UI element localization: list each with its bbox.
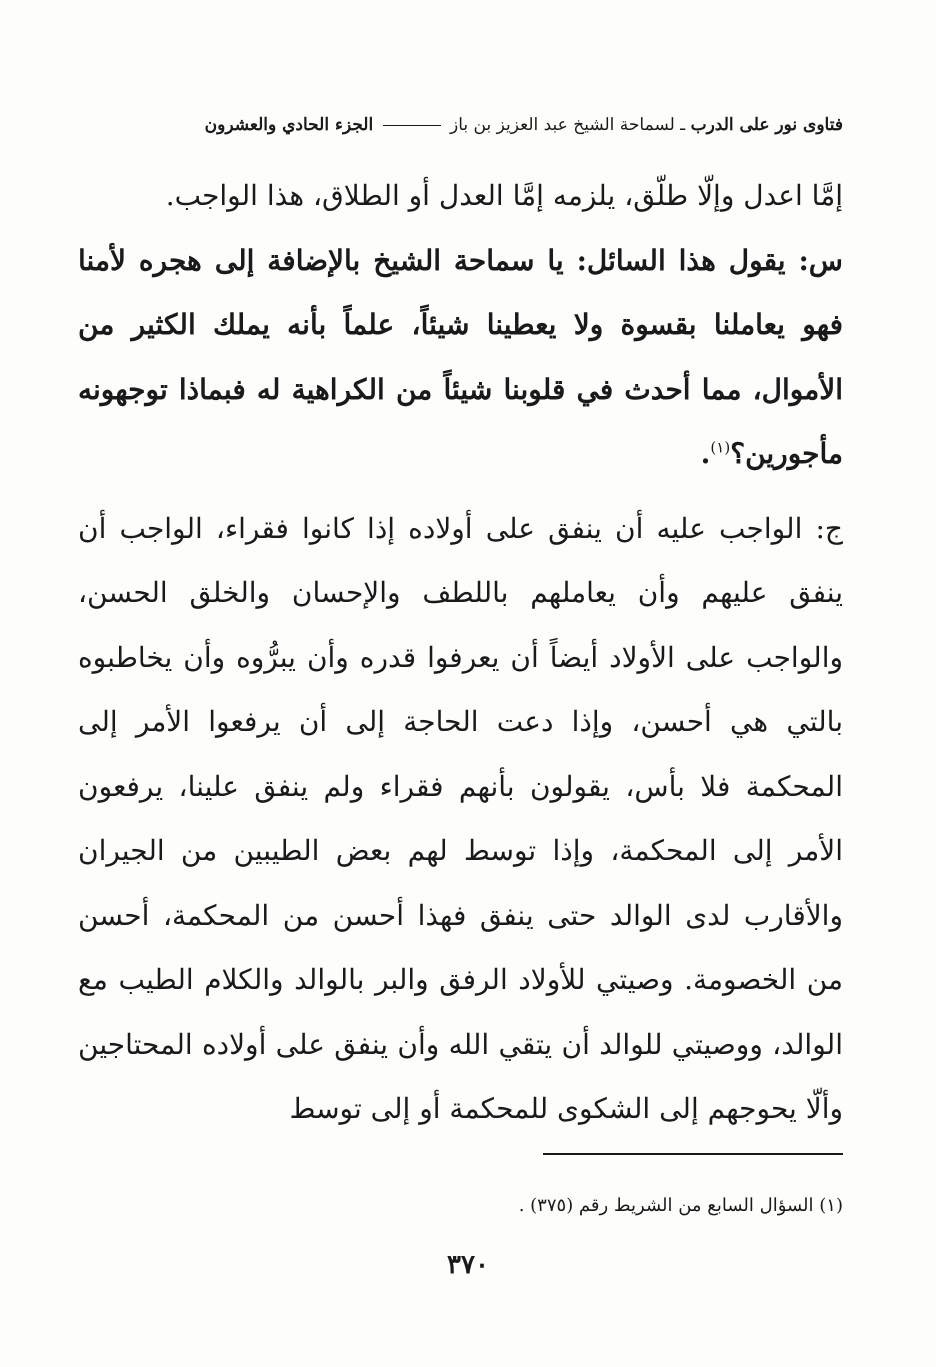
footnote: (١) السؤال السابع من الشريط رقم (٣٧٥) .: [518, 1195, 843, 1216]
answer-paragraph: ج: الواجب عليه أن ينفق على أولاده إذا كانوا فقراء، الواجب أن ينفق عليهم وأن يعاملهم باللطف والإحسان والخلق الحسن، والواجب على الأولاد أيضاً أن يعرفوا قدره وأن يبرُّوه وأن يخاطبوه بالتي هي أحسن، وإذا دعت الحاجة إلى أن يرفعوا الأمر إلى المحكمة فلا بأس، يقولون بأنهم فقراء ولم ينفق علينا، يرفعون الأمر إلى المحكمة، وإذا توسط لهم بعض الطيبين من الجيران والأقارب لدى الوالد حتى ينفق فهذا أحسن من المحكمة، أحسن من الخصومة. وصيتي للأولاد الرفق والبر بالوالد والكلام الطيب مع الوالد، ووصيتي للوالد أن يتقي الله وأن ينفق على أولاده المحتاجين وألّا يحوجهم إلى الشكوى للمحكمة أو إلى توسط: [78, 511, 844, 1125]
page-number: ٣٧٠: [447, 1250, 489, 1280]
body-text: [78, 164, 843, 1142]
running-header: [80, 113, 843, 137]
question-paragraph: [78, 229, 843, 487]
book-title: فتاوى نور على الدرب: [690, 115, 843, 135]
header-rule: [383, 125, 441, 126]
footnote-divider: [543, 1153, 843, 1155]
author-name: ـ لسماحة الشيخ عبد العزيز بن باز: [450, 115, 686, 135]
question-end: .: [700, 437, 711, 470]
footnote-reference: (١): [710, 438, 731, 457]
volume-label: الجزء الحادي والعشرون: [204, 115, 374, 135]
question-text: س: يقول هذا السائل: يا سماحة الشيخ بالإضافة إلى هجره لأمنا فهو يعاملنا بقسوة ولا يعطينا شيئاً، علماً بأنه يملك الكثير من الأموال، مما أحدث في قلوبنا شيئاً من الكراهية له فبماذا توجهونه مأجورين؟: [78, 243, 843, 470]
opening-line: إمَّا اعدل وإلّا طلّق، يلزمه إمَّا العدل أو الطلاق، هذا الواجب.: [165, 179, 843, 212]
